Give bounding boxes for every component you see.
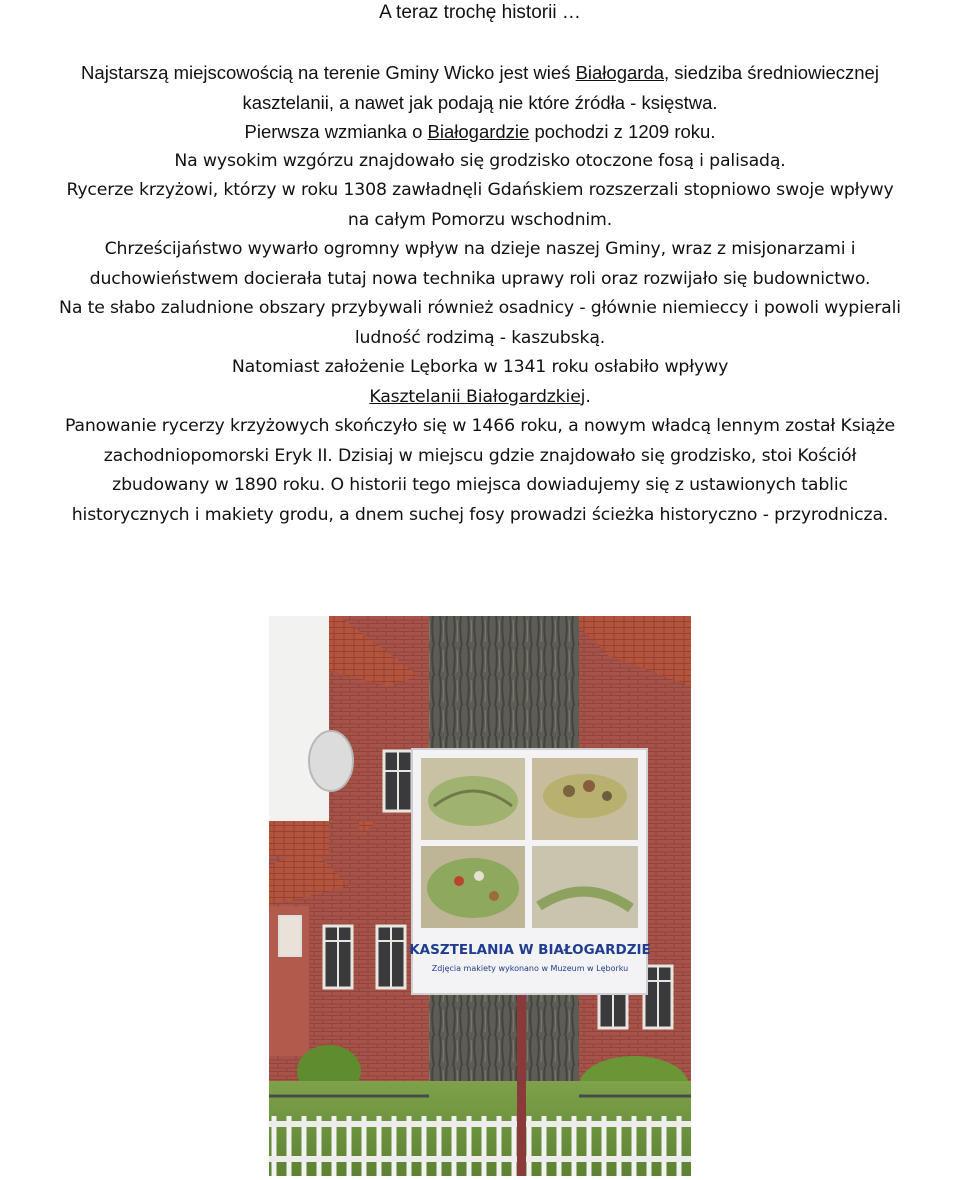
- satellite-dish: [309, 731, 353, 791]
- text-line: [0, 353, 960, 383]
- text-line: [0, 471, 960, 501]
- place-link[interactable]: Białogardzie: [427, 121, 530, 142]
- text-line: [0, 147, 960, 177]
- page-title: A teraz trochę historii …: [379, 2, 581, 23]
- text-line: [0, 235, 960, 265]
- place-link[interactable]: Kasztelanii Białogardzkiej: [369, 386, 586, 407]
- text-line: [0, 324, 960, 354]
- text-span: Na wysokim wzgórzu znajdowało się grodzisko otoczone fosą i palisadą.: [174, 150, 786, 171]
- history-text: [0, 58, 960, 530]
- text-span: Natomiast założenie Lęborka w 1341 roku osłabiło wpływy: [231, 357, 729, 377]
- text-span: , siedziba średniowiecznej: [664, 62, 879, 83]
- text-line: [0, 501, 960, 531]
- text-span: pochodzi z 1209 roku.: [529, 121, 716, 142]
- text-line: [0, 442, 960, 472]
- text-line: [0, 117, 960, 147]
- text-span: .: [585, 386, 591, 407]
- sign-post: [517, 991, 526, 1176]
- text-span: Chrześcijaństwo wywarło ogromny wpływ na dzieje naszej Gminy, wraz z misjonarzami i: [104, 239, 856, 259]
- sign-title: KASZTELANIA W BIAŁOGARDZIE: [409, 942, 651, 958]
- text-span: historycznych i makiety grodu, a dnem suchej fosy prowadzi ścieżka historyczno - przyrodnicza.: [71, 504, 889, 525]
- text-span: zbudowany w 1890 roku. O historii tego miejsca dowiadujemy się z ustawionych tablic: [112, 475, 848, 495]
- text-span: duchowieństwem docierała tutaj nowa technika uprawy roli oraz rozwijało się budownictwo.: [89, 268, 871, 289]
- text-span: zachodniopomorski Eryk II. Dzisiaj w miejscu gdzie znajdowało się grodzisko, stoi Kościół: [103, 445, 857, 466]
- information-board: [409, 749, 651, 994]
- text-span: kasztelanii, a nawet jak podają nie które źródła - księstwa.: [242, 91, 718, 113]
- text-line: [0, 383, 960, 413]
- place-link[interactable]: Białogarda: [575, 62, 665, 83]
- text-span: Najstarszą miejscowością na terenie Gminy Wicko jest wieś: [81, 62, 576, 83]
- sign-subtitle: Zdjęcia makiety wykonano w Muzeum w Lęborku: [431, 964, 629, 973]
- text-span: na całym Pomorzu wschodnim.: [347, 209, 613, 230]
- text-line: [0, 265, 960, 295]
- text-line: [0, 206, 960, 236]
- text-line: [0, 294, 960, 324]
- text-line: [0, 58, 960, 88]
- text-span: Panowanie rycerzy krzyżowych skończyło się w 1466 roku, a nowym władcą lennym został Książe: [64, 416, 896, 436]
- text-line: [0, 412, 960, 442]
- text-line: [0, 88, 960, 118]
- text-span: Rycerze krzyżowi, którzy w roku 1308 zawładnęli Gdańskiem rozszerzali stopniowo swoje wpływy: [66, 180, 894, 200]
- text-span: Pierwsza wzmianka o: [244, 121, 428, 142]
- text-span: ludność rodzimą - kaszubską.: [354, 327, 606, 348]
- text-line: [0, 176, 960, 206]
- castellany-sign-photo: [269, 616, 691, 1176]
- text-span: Na te słabo zaludnione obszary przybywali również osadnicy - głównie niemieccy i powoli wypierali: [59, 298, 901, 318]
